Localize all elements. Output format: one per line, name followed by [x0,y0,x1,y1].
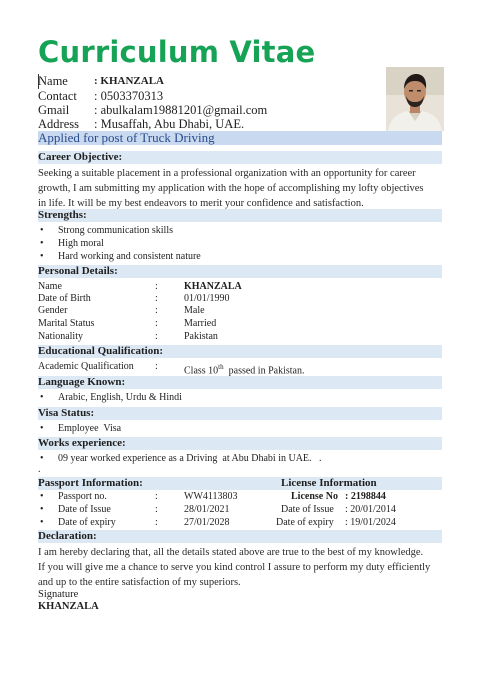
text-line: I am hereby declaring that, all the details stated above are true to the best of my knowledge. [38,547,424,558]
contact-line [38,89,358,103]
section-declaration [38,530,442,543]
section-heading: Strengths: [38,209,87,221]
bullet-icon: • [40,517,44,528]
bullet-icon: • [40,392,44,403]
cv-page: Curriculum Vitae Name : KHANZALA Contact : 0503370313 Gmail : abulkalam19881201@gmail.com Address : Musaffah, Abu Dhabi, UAE. Applied for post of Truck Driving Career Objective: Seeking a suitable placement in a professional organization with an opportunity for career growth, I am submitting my application with the hope of accomplishing my lofty objectives in life. It will be my best endeavors to merit your confidence and satisfaction. Strengths: • Strong communication skills • High moral • Hard working and consistent nature Personal Details: Name : KHANZALA Date of Birth : 01/01/1990 Gender : Male Marital Status : Married Nationality : Pakistan Educational Qualification: Academic Qualification : Class 10th passed in Pakistan. Language Known: • Arabic, English, Urdu & Hindi Visa Status: • Employee Visa Works experience: • 09 year worked experience as a Driving at Abu Dhabi in UAE. . . Passport Information: License Information • Passport no. : WW4113803 License No : 2198844 • Date of Issue : 28/01/2021 Date of Issue : 20/01/2014 • Date of expiry : 27/01/2028 Date of expiry : 19/01/2024 Declaration: I am hereby declaring that, all the details stated above are true to the best of my knowledge. If you will give me a chance to serve you kind control I assure to perform my duty efficiently and up to the entire satisfaction of my superiors. Signature KHANZALA [0,0,480,679]
section-strengths [38,209,442,222]
section-education [38,345,442,358]
profile-photo [386,67,444,131]
bullet-icon: • [40,251,44,262]
section-heading: Personal Details: [38,265,118,277]
contact-value: : 0503370313 [94,89,164,103]
section-heading: Language Known: [38,376,126,388]
section-heading: Visa Status: [38,407,95,419]
section-visa [38,407,442,420]
applied-for-banner [38,131,442,145]
contact-label: Contact [38,89,77,103]
license-no-value: : 2198844 [345,491,386,502]
license-no-label: License No [291,491,338,502]
gmail-value: : abulkalam19881201@gmail.com [94,103,268,117]
address-line [38,117,358,131]
name-value: : KHANZALA [94,75,164,87]
bullet-icon: • [40,504,44,515]
stray-dot: . [38,464,41,475]
text-line: growth, I am submitting my application with the hope of accomplishing my lofty objectives [38,183,424,194]
section-heading: Educational Qualification: [38,345,163,357]
section-works [38,437,442,450]
section-language [38,376,442,389]
text-line: Seeking a suitable placement in a professional organization with an opportunity for career [38,168,416,179]
gmail-label: Gmail [38,103,70,117]
gmail-line [38,103,358,117]
address-label: Address [38,117,79,131]
career-objective-text [38,166,448,211]
section-heading: Works experience: [38,437,126,449]
name-line [38,74,358,88]
text-line: and up to the entire satisfaction of my superiors. [38,577,241,588]
section-heading: Career Objective: [38,151,123,163]
bullet-icon: • [40,423,44,434]
section-personal-details [38,265,442,278]
bullet-icon: • [40,225,44,236]
signature-name: KHANZALA [38,601,99,612]
text-line: If you will give me a chance to serve you kind control I assure to perform my duty efficiently [38,562,431,573]
section-heading: Declaration: [38,530,97,542]
address-value: : Musaffah, Abu Dhabi, UAE. [94,117,245,131]
page-title: Curriculum Vitae [38,35,316,69]
declaration-text [38,545,448,590]
license-heading: License Information [281,477,377,489]
applied-for-text: Applied for post of Truck Driving [38,130,215,145]
bullet-icon: • [40,491,44,502]
section-heading: Passport Information: [38,477,143,489]
section-passport-license [38,477,442,490]
section-career-objective [38,151,442,164]
name-label: Name [38,74,68,88]
signature-label: Signature [38,589,79,600]
bullet-icon: • [40,238,44,249]
passport-number: WW4113803 [184,491,238,502]
text-line: in life. It will be my best endeavors to merit your confidence and satisfaction. [38,198,364,209]
bullet-icon: • [40,453,44,464]
